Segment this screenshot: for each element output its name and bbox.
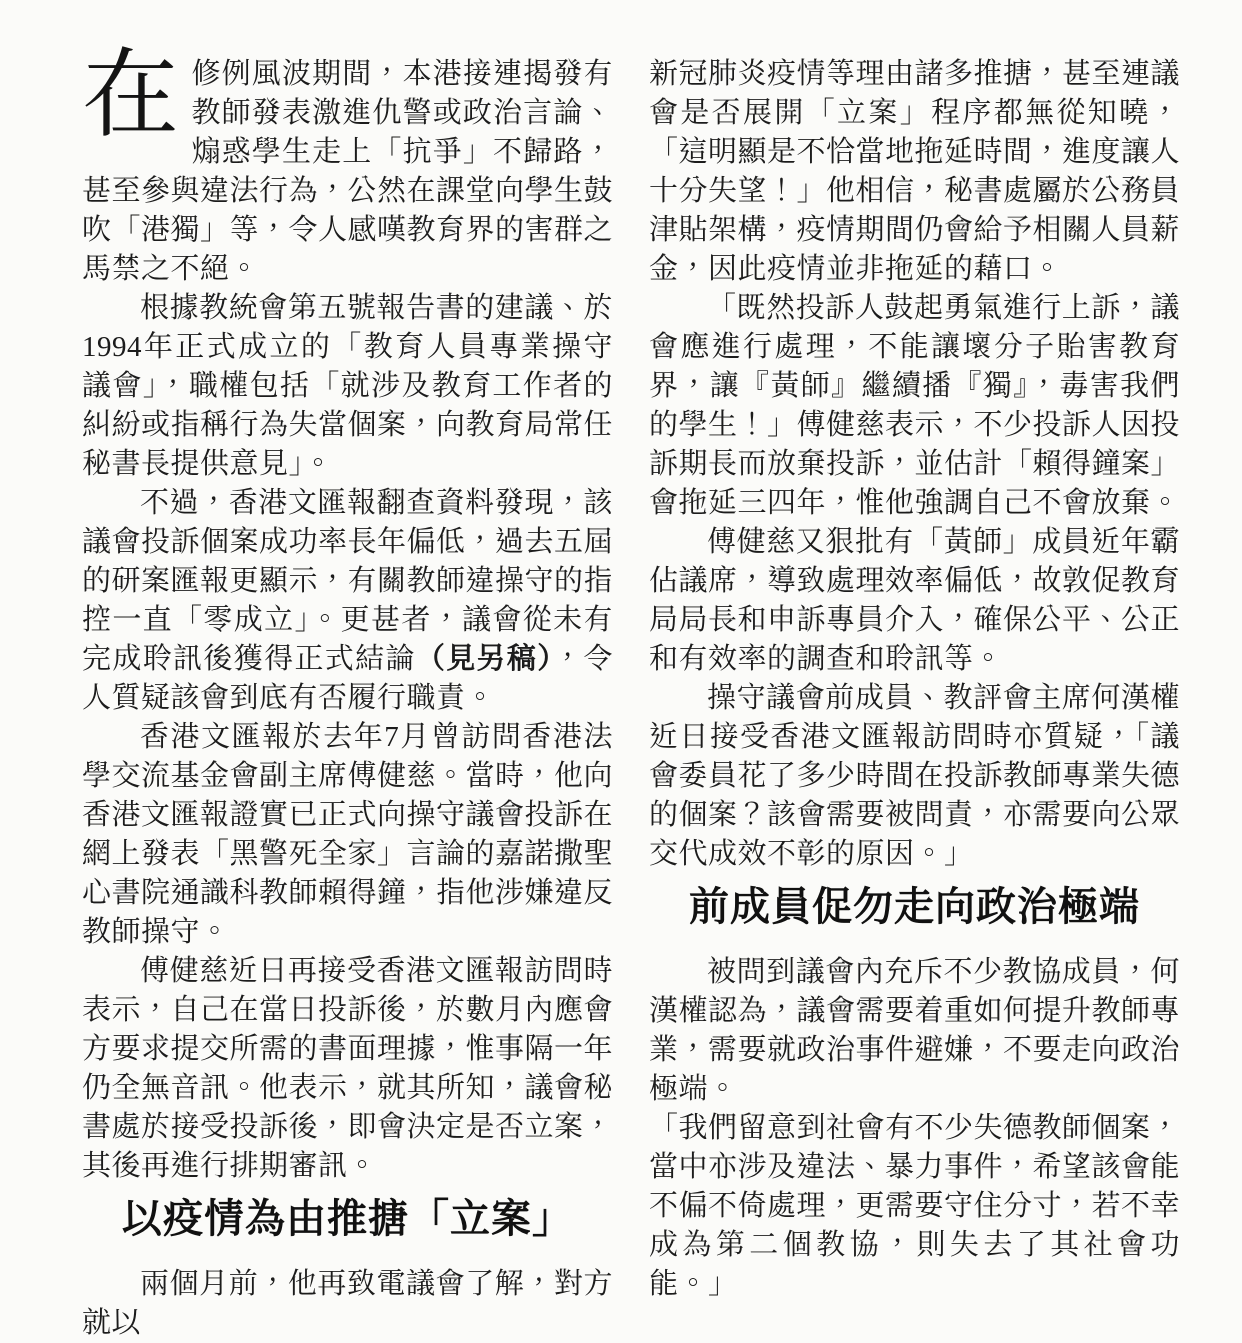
text-segment: 「我們留意到社會有不少失德教師個案，當中亦涉及違法、暴力事件，希望該會能不偏不倚處理，更需要守住分寸，若不幸成為第二個教協，則失去了其社會功能。」 bbox=[649, 1112, 1181, 1300]
article-paragraph bbox=[82, 1265, 613, 1343]
article-paragraph bbox=[649, 953, 1180, 1109]
newspaper-article bbox=[82, 42, 1182, 1343]
article-paragraph bbox=[82, 484, 613, 718]
dropcap-character: 在 bbox=[82, 42, 180, 149]
right-column bbox=[649, 55, 1180, 1343]
text-segment: 香港文匯報於去年7月曾訪問香港法學交流基金會副主席傅健慈。當時，他向香港文匯報證實已正式向操守議會投訴在網上發表「黑警死全家」言論的嘉諾撒聖心書院通識科教師賴得鐘，指他涉嫌違反教師操守。 bbox=[82, 721, 614, 948]
section-heading: 以疫情為由推搪「立案」 bbox=[122, 1197, 573, 1241]
article-paragraph bbox=[649, 523, 1180, 679]
article-paragraph bbox=[649, 679, 1180, 874]
text-segment: 修例風波期間，本港接連揭發有教師發表激進仇警或政治言論、煽惑學生走上「抗爭」不歸路，甚至參與違法行為，公然在課堂向學生鼓吹「港獨」等，令人感嘆教育界的害群之馬禁之不絕。 bbox=[82, 58, 614, 285]
text-segment: 被問到議會內充斥不少教協成員，何漢權認為，議會需要着重如何提升教師專業，需要就政治事件避嫌，不要走向政治極端。 bbox=[649, 956, 1181, 1105]
article-paragraph bbox=[82, 289, 613, 484]
article-paragraph bbox=[82, 42, 614, 289]
text-segment: 傅健慈近日再接受香港文匯報訪問時表示，自己在當日投訴後，於數月內應會方要求提交所需的書面理據，惟事隔一年仍全無音訊。他表示，就其所知，議會秘書處於接受投訴後，即會決定是否立案，其後再進行排期審訊。 bbox=[82, 955, 614, 1182]
article-paragraph bbox=[649, 289, 1180, 523]
article-paragraph bbox=[82, 952, 613, 1186]
section-heading: 前成員促勿走向政治極端 bbox=[689, 885, 1140, 929]
text-segment: 「既然投訴人鼓起勇氣進行上訴，議會應進行處理，不能讓壞分子貽害教育界，讓『黃師』繼續播『獨』，毒害我們的學生！」傅健慈表示，不少投訴人因投訴期長而放棄投訴，並估計「賴得鐘案」會拖延三四年，惟他強調自己不會放棄。 bbox=[649, 292, 1181, 519]
article-paragraph bbox=[82, 718, 613, 952]
left-column bbox=[82, 42, 614, 1343]
text-segment: 兩個月前，他再致電議會了解，對方就以 bbox=[82, 1268, 613, 1339]
bold-cross-reference: （見另稿） bbox=[415, 643, 554, 675]
text-segment: 傅健慈又狠批有「黃師」成員近年霸佔議席，導致處理效率偏低，故敦促教育局局長和申訴專員介入，確保公平、公正和有效率的調查和聆訊等。 bbox=[649, 526, 1181, 675]
text-segment: 根據教統會第五號報告書的建議、於1994年正式成立的「教育人員專業操守議會」，職權包括「就涉及教育工作者的糾紛或指稱行為失當個案，向教育局常任秘書長提供意見」。 bbox=[82, 292, 614, 480]
text-segment: 操守議會前成員、教評會主席何漢權近日接受香港文匯報訪問時亦質疑，「議會委員花了多少時間在投訴教師專業失德的個案？該會需要被問責，亦需要向公眾交代成效不彰的原因。」 bbox=[649, 682, 1181, 870]
text-segment: 不過，香港文匯報翻查資料發現，該議會投訴個案成功率長年偏低，過去五屆的研案匯報更顯示，有關教師違操守的指控一直「零成立」。更甚者，議會從未有完成聆訊後獲得正式結論 bbox=[82, 487, 614, 675]
text-segment: ，令人質疑該會到底有否履行職責。 bbox=[82, 643, 613, 714]
article-paragraph bbox=[649, 55, 1180, 289]
text-segment: 新冠肺炎疫情等理由諸多推搪，甚至連議會是否展開「立案」程序都無從知曉，「這明顯是不恰當地拖延時間，進度讓人十分失望！」他相信，秘書處屬於公務員津貼架構，疫情期間仍會給予相關人員薪金，因此疫情並非拖延的藉口。 bbox=[649, 58, 1181, 285]
